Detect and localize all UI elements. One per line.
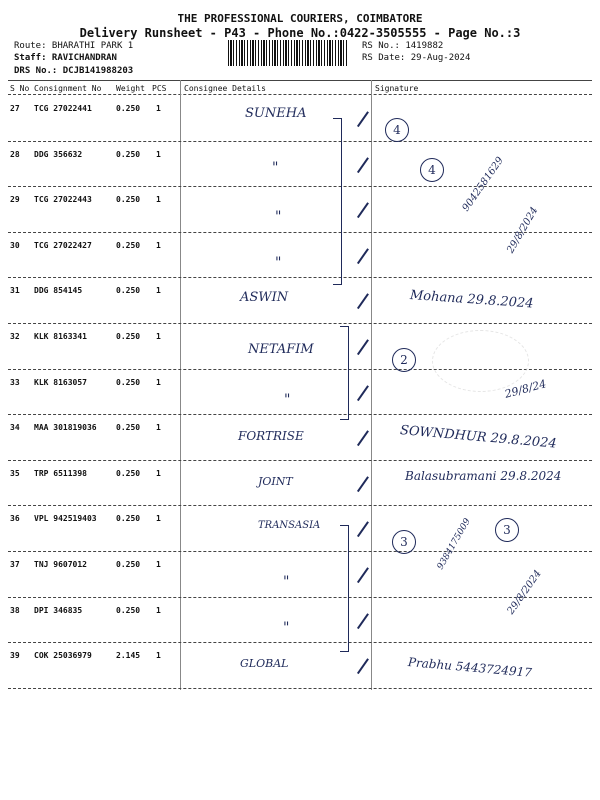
tick-mark [357,294,369,310]
circled-count: 4 [420,158,444,182]
cell-weight: 0.250 [116,149,141,159]
tick-mark [357,476,369,492]
signature-handwriting: 9042581629 [460,155,506,214]
col-pcs: PCS [152,84,167,93]
route-label: Route: BHARATHI PARK 1 [14,41,134,51]
circled-count: 3 [392,530,416,554]
cell-weight: 2.145 [116,651,141,661]
cell-pcs: 1 [156,651,161,661]
cell-sno: 34 [10,423,20,433]
table-row [0,415,600,461]
cell-pcs: 1 [156,605,161,615]
consignee-handwriting: ASWIN [240,290,289,306]
table-row [0,461,600,507]
table-row [0,155,600,233]
col-signature: Signature [375,84,419,93]
cell-sno: 27 [10,104,20,113]
signature-handwriting: Balasubramani 29.8.2024 [405,468,562,483]
table-row [0,643,600,689]
cell-pcs: 1 [156,149,161,159]
cell-consignment: KLK 8163341 [34,332,87,341]
signature-handwriting: SOWNDHUR 29.8.2024 [399,423,558,452]
consignee-handwriting: " [284,391,291,408]
cell-consignment: DDG 854145 [34,286,83,296]
staff-label: Staff: RAVICHANDRAN [14,53,117,63]
runsheet-title: Delivery Runsheet - P43 - Phone No.:0422-3505555 - Page No.:3 [79,26,521,40]
cell-sno: 38 [10,605,20,615]
rs-date: RS Date: 29-Aug-2024 [362,53,471,63]
cell-consignment: DDG 356632 [34,149,83,159]
cell-pcs: 1 [156,104,161,113]
header-bottom-line [8,94,592,95]
consignee-handwriting: NETAFIM [248,342,314,357]
cell-sno: 35 [10,468,20,478]
cell-sno: 31 [10,286,20,296]
consignee-handwriting: " [283,619,290,636]
cell-weight: 0.250 [116,605,141,615]
table-row [0,567,600,644]
cell-sno: 37 [10,560,20,569]
consignee-handwriting: " [275,209,282,226]
table-row [0,278,600,324]
col-consignee: Consignee Details [184,84,266,93]
consignee-handwriting: " [275,254,282,271]
signature-handwriting: 29/8/2024 [505,205,541,256]
cell-pcs: 1 [156,423,161,433]
signature-handwriting: Mohana 29.8.2024 [409,288,534,313]
signature-handwriting: 29/8/24 [503,376,548,401]
cell-sno: 29 [10,195,20,205]
cell-pcs: 1 [156,240,161,250]
cell-consignment: TCG 27022441 [34,104,92,113]
tick-mark [357,385,369,401]
cell-pcs: 1 [156,332,161,341]
cell-consignment: VPL 942519403 [34,514,97,524]
table-row [0,96,600,142]
header-top-line [8,80,592,81]
cell-weight: 0.250 [116,560,141,569]
cell-weight: 0.250 [116,195,141,205]
rs-number: RS No.: 1419882 [362,41,444,51]
col-weight: Weight [116,84,145,93]
barcode [228,40,348,66]
cell-consignment: TCG 27022443 [34,195,92,205]
tick-mark [357,430,369,446]
cell-sno: 30 [10,240,20,250]
col-sno: S No [10,84,30,93]
cell-consignment: COK 25036979 [34,651,92,661]
consignee-handwriting: " [272,159,279,176]
group-bracket [340,326,349,420]
cell-pcs: 1 [156,468,161,478]
cell-pcs: 1 [156,560,161,569]
tick-mark [357,567,369,583]
tick-mark [357,202,369,218]
cell-pcs: 1 [156,195,161,205]
consignee-handwriting: TRANSASIA [258,520,321,532]
cell-weight: 0.250 [116,240,141,250]
signature-handwriting: 29/8/2024 [505,567,544,617]
cell-consignment: KLK 8163057 [34,377,87,387]
cell-weight: 0.250 [116,468,141,478]
circled-count: 4 [385,118,409,142]
cell-consignment: TRP 6511398 [34,468,87,478]
cell-sno: 32 [10,332,20,341]
signature-handwriting: Prabhu 5443724917 [407,655,533,680]
tick-mark [357,248,369,264]
consignee-handwriting: GLOBAL [240,657,289,671]
table-row [0,205,600,279]
cell-weight: 0.250 [116,514,141,524]
tick-mark [357,522,369,538]
row-divider [8,688,592,689]
tick-mark [357,658,369,674]
cell-sno: 39 [10,651,20,661]
table-row [0,142,600,188]
tick-mark [357,613,369,629]
consignee-handwriting: JOINT [258,474,293,488]
cell-pcs: 1 [156,377,161,387]
cell-weight: 0.250 [116,104,141,113]
tick-mark [357,339,369,355]
signature-handwriting: 9384175009 [435,516,473,572]
cell-consignment: TCG 27022427 [34,240,92,250]
tick-mark [357,157,369,173]
tick-mark [357,111,369,127]
circled-count: 2 [392,348,416,372]
circled-count: 3 [495,518,519,542]
cell-consignment: DPI 346835 [34,605,83,615]
consignee-handwriting: FORTRISE [238,429,304,444]
cell-weight: 0.250 [116,286,141,296]
cell-weight: 0.250 [116,332,141,341]
cell-consignment: TNJ 9607012 [34,560,87,569]
consignee-handwriting: " [283,574,290,590]
cell-sno: 33 [10,377,20,387]
stamp-mark [432,330,529,392]
cell-consignment: MAA 301819036 [34,423,97,433]
cell-weight: 0.250 [116,377,141,387]
drs-label: DRS No.: DCJB141988203 [14,66,134,76]
group-bracket [333,118,342,285]
cell-sno: 36 [10,514,20,524]
cell-sno: 28 [10,149,20,159]
col-consignment: Consignment No [34,84,102,93]
cell-weight: 0.250 [116,423,141,433]
cell-pcs: 1 [156,286,161,296]
company-title: THE PROFESSIONAL COURIERS, COIMBATORE [177,12,423,25]
cell-pcs: 1 [156,514,161,524]
consignee-handwriting: SUNEHA [245,106,307,121]
group-bracket [340,525,349,652]
